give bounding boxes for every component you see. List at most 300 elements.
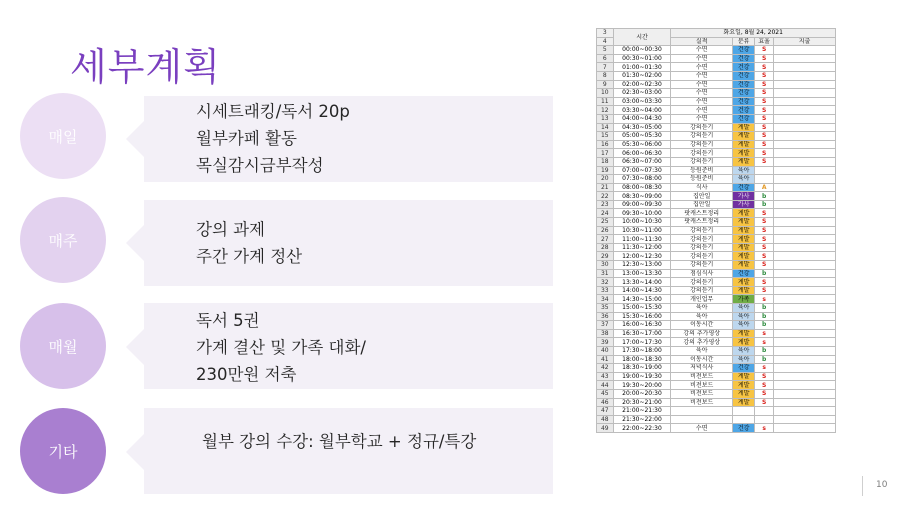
table-row (597, 407, 836, 416)
table-row (597, 80, 836, 89)
time-cell: 03:30~04:00 (613, 106, 671, 115)
section-line: 시세트래킹/독서 20p (196, 102, 350, 121)
category-cell: 계발 (732, 261, 754, 270)
activity-cell: 팟캐스트정리 (671, 209, 733, 218)
activity-cell: 점심식사 (671, 269, 733, 278)
expense-cell (774, 209, 836, 218)
table-row (597, 71, 836, 80)
expense-cell (774, 346, 836, 355)
row-number: 33 (597, 286, 614, 295)
table-row (597, 106, 836, 115)
row-number: 34 (597, 295, 614, 304)
section-line: 월부 강의 수강: 월부학교 + 정규/특강 (202, 432, 477, 451)
efficiency-cell: S (755, 63, 774, 72)
activity-cell: 강의듣기 (671, 149, 733, 158)
activity-cell: 수면 (671, 63, 733, 72)
table-row (597, 218, 836, 227)
row-number: 21 (597, 183, 614, 192)
schedule-table-image (596, 28, 840, 498)
time-cell: 03:00~03:30 (613, 97, 671, 106)
col-header: 지출 (774, 37, 836, 46)
category-cell: 건강 (732, 89, 754, 98)
efficiency-cell: S (755, 80, 774, 89)
category-cell: 건강 (732, 183, 754, 192)
time-header: 시간 (613, 29, 671, 46)
activity-cell: 수면 (671, 97, 733, 106)
efficiency-cell: S (755, 243, 774, 252)
table-row (597, 321, 836, 330)
activity-cell: 등원준비 (671, 175, 733, 184)
row-number: 48 (597, 415, 614, 424)
expense-cell (774, 106, 836, 115)
efficiency-cell: S (755, 381, 774, 390)
expense-cell (774, 261, 836, 270)
efficiency-cell: S (755, 54, 774, 63)
category-cell: 계발 (732, 123, 754, 132)
efficiency-cell: b (755, 312, 774, 321)
expense-cell (774, 321, 836, 330)
activity-cell: 수면 (671, 54, 733, 63)
efficiency-cell: S (755, 226, 774, 235)
table-row (597, 89, 836, 98)
efficiency-cell: S (755, 97, 774, 106)
time-cell: 18:00~18:30 (613, 355, 671, 364)
section-line: 월부카페 활동 (196, 129, 297, 148)
row-number: 41 (597, 355, 614, 364)
expense-cell (774, 286, 836, 295)
row-number: 19 (597, 166, 614, 175)
efficiency-cell: b (755, 346, 774, 355)
row-number: 17 (597, 149, 614, 158)
section-weekly (20, 197, 553, 283)
row-number: 27 (597, 235, 614, 244)
activity-cell: 비전보드 (671, 372, 733, 381)
expense-cell (774, 218, 836, 227)
row-number: 7 (597, 63, 614, 72)
table-row (597, 286, 836, 295)
expense-cell (774, 295, 836, 304)
efficiency-cell: S (755, 123, 774, 132)
expense-cell (774, 114, 836, 123)
row-number: 37 (597, 321, 614, 330)
row-number: 5 (597, 46, 614, 55)
category-cell: 계발 (732, 209, 754, 218)
activity-cell (671, 407, 733, 416)
category-cell: 건강 (732, 269, 754, 278)
expense-cell (774, 398, 836, 407)
section-line: 독서 5권 (196, 311, 260, 330)
efficiency-cell: s (755, 329, 774, 338)
activity-cell: 저녁식사 (671, 364, 733, 373)
time-cell: 16:30~17:00 (613, 329, 671, 338)
row-number: 44 (597, 381, 614, 390)
efficiency-cell: b (755, 192, 774, 201)
category-cell: 건강 (732, 63, 754, 72)
section-line: 강의 과제 (196, 220, 266, 239)
time-cell: 13:00~13:30 (613, 269, 671, 278)
efficiency-cell: S (755, 157, 774, 166)
time-cell: 05:00~05:30 (613, 132, 671, 141)
activity-cell: 강의듣기 (671, 157, 733, 166)
section-line: 가계 결산 및 가족 대화/ (196, 338, 366, 357)
expense-cell (774, 407, 836, 416)
category-cell: 건강 (732, 97, 754, 106)
table-row (597, 424, 836, 433)
category-cell: 육아 (732, 321, 754, 330)
category-cell: 계발 (732, 140, 754, 149)
activity-cell: 집안일 (671, 192, 733, 201)
category-cell: 육아 (732, 346, 754, 355)
category-cell: 계발 (732, 252, 754, 261)
expense-cell (774, 243, 836, 252)
section-band (144, 303, 553, 389)
efficiency-cell (755, 415, 774, 424)
expense-cell (774, 226, 836, 235)
expense-cell (774, 97, 836, 106)
efficiency-cell: S (755, 149, 774, 158)
section-other (20, 408, 553, 496)
efficiency-cell: s (755, 295, 774, 304)
time-cell: 00:30~01:00 (613, 54, 671, 63)
row-number: 28 (597, 243, 614, 252)
expense-cell (774, 252, 836, 261)
expense-cell (774, 415, 836, 424)
section-label-circle (20, 93, 106, 179)
row-number: 20 (597, 175, 614, 184)
time-cell: 18:30~19:00 (613, 364, 671, 373)
category-cell: 계발 (732, 381, 754, 390)
col-header: 분류 (732, 37, 754, 46)
table-row (597, 381, 836, 390)
row-number: 23 (597, 200, 614, 209)
table-row (597, 123, 836, 132)
table-row (597, 166, 836, 175)
time-cell: 14:00~14:30 (613, 286, 671, 295)
activity-cell: 수면 (671, 71, 733, 80)
efficiency-cell (755, 175, 774, 184)
category-cell: 가족 (732, 295, 754, 304)
expense-cell (774, 269, 836, 278)
activity-cell: 수면 (671, 46, 733, 55)
activity-cell (671, 415, 733, 424)
time-cell: 15:00~15:30 (613, 304, 671, 313)
table-row (597, 364, 836, 373)
expense-cell (774, 312, 836, 321)
efficiency-cell: S (755, 114, 774, 123)
category-cell: 육아 (732, 304, 754, 313)
efficiency-cell: s (755, 364, 774, 373)
table-row (597, 346, 836, 355)
time-cell: 20:30~21:00 (613, 398, 671, 407)
activity-cell: 수면 (671, 106, 733, 115)
expense-cell (774, 338, 836, 347)
row-number: 39 (597, 338, 614, 347)
activity-cell: 식사 (671, 183, 733, 192)
row-number: 9 (597, 80, 614, 89)
category-cell: 가사 (732, 200, 754, 209)
date-header: 화요일, 8월 24, 2021 (671, 29, 836, 38)
expense-cell (774, 54, 836, 63)
time-cell: 06:00~06:30 (613, 149, 671, 158)
activity-cell: 육아 (671, 346, 733, 355)
category-cell: 계발 (732, 243, 754, 252)
time-cell: 13:30~14:00 (613, 278, 671, 287)
activity-cell: 강의듣기 (671, 140, 733, 149)
section-label-circle (20, 303, 106, 389)
efficiency-cell: b (755, 200, 774, 209)
row-number: 30 (597, 261, 614, 270)
category-cell: 계발 (732, 235, 754, 244)
efficiency-cell: S (755, 389, 774, 398)
activity-cell: 팟캐스트정리 (671, 218, 733, 227)
row-number: 47 (597, 407, 614, 416)
table-row (597, 415, 836, 424)
table-row (597, 398, 836, 407)
table-header-row: 3 시간 화요일, 8월 24, 2021 (597, 29, 836, 38)
expense-cell (774, 46, 836, 55)
expense-cell (774, 200, 836, 209)
row-number: 38 (597, 329, 614, 338)
section-band (144, 96, 553, 182)
row-number: 35 (597, 304, 614, 313)
row-number: 32 (597, 278, 614, 287)
efficiency-cell: S (755, 235, 774, 244)
expense-cell (774, 140, 836, 149)
category-cell: 건강 (732, 114, 754, 123)
col-header: 효율 (755, 37, 774, 46)
efficiency-cell: b (755, 355, 774, 364)
efficiency-cell: S (755, 252, 774, 261)
efficiency-cell: A (755, 183, 774, 192)
time-cell: 04:00~04:30 (613, 114, 671, 123)
activity-cell: 강의듣기 (671, 235, 733, 244)
efficiency-cell: b (755, 269, 774, 278)
table-subheader-row: 4 실적 분류 효율 지출 (597, 37, 836, 46)
row-number: 12 (597, 106, 614, 115)
activity-cell: 강의듣기 (671, 243, 733, 252)
time-cell: 21:30~22:00 (613, 415, 671, 424)
section-band (144, 408, 553, 494)
activity-cell: 강의듣기 (671, 252, 733, 261)
time-cell: 17:30~18:00 (613, 346, 671, 355)
time-cell: 09:00~09:30 (613, 200, 671, 209)
expense-cell (774, 304, 836, 313)
category-cell: 계발 (732, 157, 754, 166)
row-number: 43 (597, 372, 614, 381)
category-cell: 계발 (732, 286, 754, 295)
expense-cell (774, 71, 836, 80)
category-cell: 계발 (732, 389, 754, 398)
section-pointer (126, 119, 146, 159)
table-row (597, 235, 836, 244)
section-label: 기타 (48, 442, 78, 461)
table-row (597, 54, 836, 63)
table-row (597, 295, 836, 304)
efficiency-cell: s (755, 338, 774, 347)
row-number: 10 (597, 89, 614, 98)
section-line: 목실감시금부작성 (196, 156, 324, 175)
efficiency-cell: S (755, 132, 774, 141)
time-cell: 02:00~02:30 (613, 80, 671, 89)
category-cell: 계발 (732, 218, 754, 227)
expense-cell (774, 372, 836, 381)
category-cell: 육아 (732, 355, 754, 364)
table-row (597, 114, 836, 123)
section-monthly (20, 303, 553, 389)
expense-cell (774, 166, 836, 175)
section-label: 매주 (48, 231, 78, 250)
time-cell: 19:00~19:30 (613, 372, 671, 381)
section-pointer (126, 327, 146, 367)
category-cell: 육아 (732, 312, 754, 321)
expense-cell (774, 183, 836, 192)
activity-cell: 강의 추가영상 (671, 329, 733, 338)
section-label: 매일 (48, 127, 78, 146)
efficiency-cell: b (755, 321, 774, 330)
category-cell: 건강 (732, 54, 754, 63)
table-row (597, 304, 836, 313)
time-cell: 16:00~16:30 (613, 321, 671, 330)
page-title: 세부계획 (70, 45, 221, 89)
expense-cell (774, 329, 836, 338)
section-band (144, 200, 553, 286)
table-row (597, 372, 836, 381)
expense-cell (774, 278, 836, 287)
category-cell: 육아 (732, 166, 754, 175)
activity-cell: 수면 (671, 114, 733, 123)
row-number: 13 (597, 114, 614, 123)
activity-cell: 비전보드 (671, 389, 733, 398)
category-cell: 계발 (732, 398, 754, 407)
row-number: 16 (597, 140, 614, 149)
category-cell: 계발 (732, 278, 754, 287)
section-label-circle (20, 197, 106, 283)
activity-cell: 강의듣기 (671, 261, 733, 270)
efficiency-cell: S (755, 218, 774, 227)
time-cell: 15:30~16:00 (613, 312, 671, 321)
time-cell: 08:00~08:30 (613, 183, 671, 192)
activity-cell: 육아 (671, 312, 733, 321)
time-cell: 22:00~22:30 (613, 424, 671, 433)
expense-cell (774, 157, 836, 166)
efficiency-cell: S (755, 71, 774, 80)
time-cell: 04:30~05:00 (613, 123, 671, 132)
activity-cell: 수면 (671, 424, 733, 433)
time-cell: 14:30~15:00 (613, 295, 671, 304)
table-row (597, 157, 836, 166)
time-cell: 19:30~20:00 (613, 381, 671, 390)
section-label: 매월 (48, 337, 78, 356)
row-number: 15 (597, 132, 614, 141)
category-cell (732, 415, 754, 424)
category-cell: 건강 (732, 364, 754, 373)
category-cell: 건강 (732, 424, 754, 433)
activity-cell: 이동시간 (671, 321, 733, 330)
expense-cell (774, 235, 836, 244)
row-number: 42 (597, 364, 614, 373)
activity-cell: 강의듣기 (671, 286, 733, 295)
activity-cell: 수면 (671, 89, 733, 98)
time-cell: 17:00~17:30 (613, 338, 671, 347)
row-number: 31 (597, 269, 614, 278)
table-row (597, 183, 836, 192)
table-row (597, 226, 836, 235)
expense-cell (774, 123, 836, 132)
footer-divider (862, 476, 863, 496)
time-cell: 01:30~02:00 (613, 71, 671, 80)
col-header: 실적 (671, 37, 733, 46)
activity-cell: 등원준비 (671, 166, 733, 175)
expense-cell (774, 63, 836, 72)
category-cell: 건강 (732, 106, 754, 115)
row-number: 22 (597, 192, 614, 201)
efficiency-cell: S (755, 46, 774, 55)
category-cell: 계발 (732, 226, 754, 235)
table-row (597, 149, 836, 158)
activity-cell: 강의듣기 (671, 278, 733, 287)
time-cell: 00:00~00:30 (613, 46, 671, 55)
row-number: 18 (597, 157, 614, 166)
table-row (597, 175, 836, 184)
activity-cell: 비전보드 (671, 398, 733, 407)
table-row (597, 209, 836, 218)
time-cell: 09:30~10:00 (613, 209, 671, 218)
category-cell: 계발 (732, 372, 754, 381)
category-cell: 계발 (732, 149, 754, 158)
expense-cell (774, 381, 836, 390)
row-number: 45 (597, 389, 614, 398)
row-number: 11 (597, 97, 614, 106)
category-cell: 가사 (732, 192, 754, 201)
category-cell: 계발 (732, 338, 754, 347)
table-row (597, 269, 836, 278)
time-cell: 07:30~08:00 (613, 175, 671, 184)
efficiency-cell: b (755, 304, 774, 313)
category-cell: 계발 (732, 329, 754, 338)
efficiency-cell: S (755, 398, 774, 407)
expense-cell (774, 89, 836, 98)
row-number: 49 (597, 424, 614, 433)
activity-cell: 강의듣기 (671, 226, 733, 235)
row-number: 46 (597, 398, 614, 407)
row-number: 25 (597, 218, 614, 227)
section-pointer (126, 432, 146, 472)
row-number: 24 (597, 209, 614, 218)
time-cell: 20:00~20:30 (613, 389, 671, 398)
time-cell: 10:30~11:00 (613, 226, 671, 235)
table-row (597, 355, 836, 364)
section-pointer (126, 223, 146, 263)
activity-cell: 수면 (671, 80, 733, 89)
activity-cell: 이동시간 (671, 355, 733, 364)
table-row (597, 243, 836, 252)
efficiency-cell (755, 407, 774, 416)
table-row (597, 252, 836, 261)
expense-cell (774, 175, 836, 184)
activity-cell: 강의 추가영상 (671, 338, 733, 347)
category-cell: 계발 (732, 132, 754, 141)
section-line: 230만원 저축 (196, 365, 297, 384)
activity-cell: 강의듣기 (671, 132, 733, 141)
schedule-table (596, 28, 836, 433)
efficiency-cell: S (755, 372, 774, 381)
expense-cell (774, 364, 836, 373)
activity-cell: 비전보드 (671, 381, 733, 390)
table-row (597, 329, 836, 338)
expense-cell (774, 355, 836, 364)
table-row (597, 338, 836, 347)
time-cell: 12:30~13:00 (613, 261, 671, 270)
